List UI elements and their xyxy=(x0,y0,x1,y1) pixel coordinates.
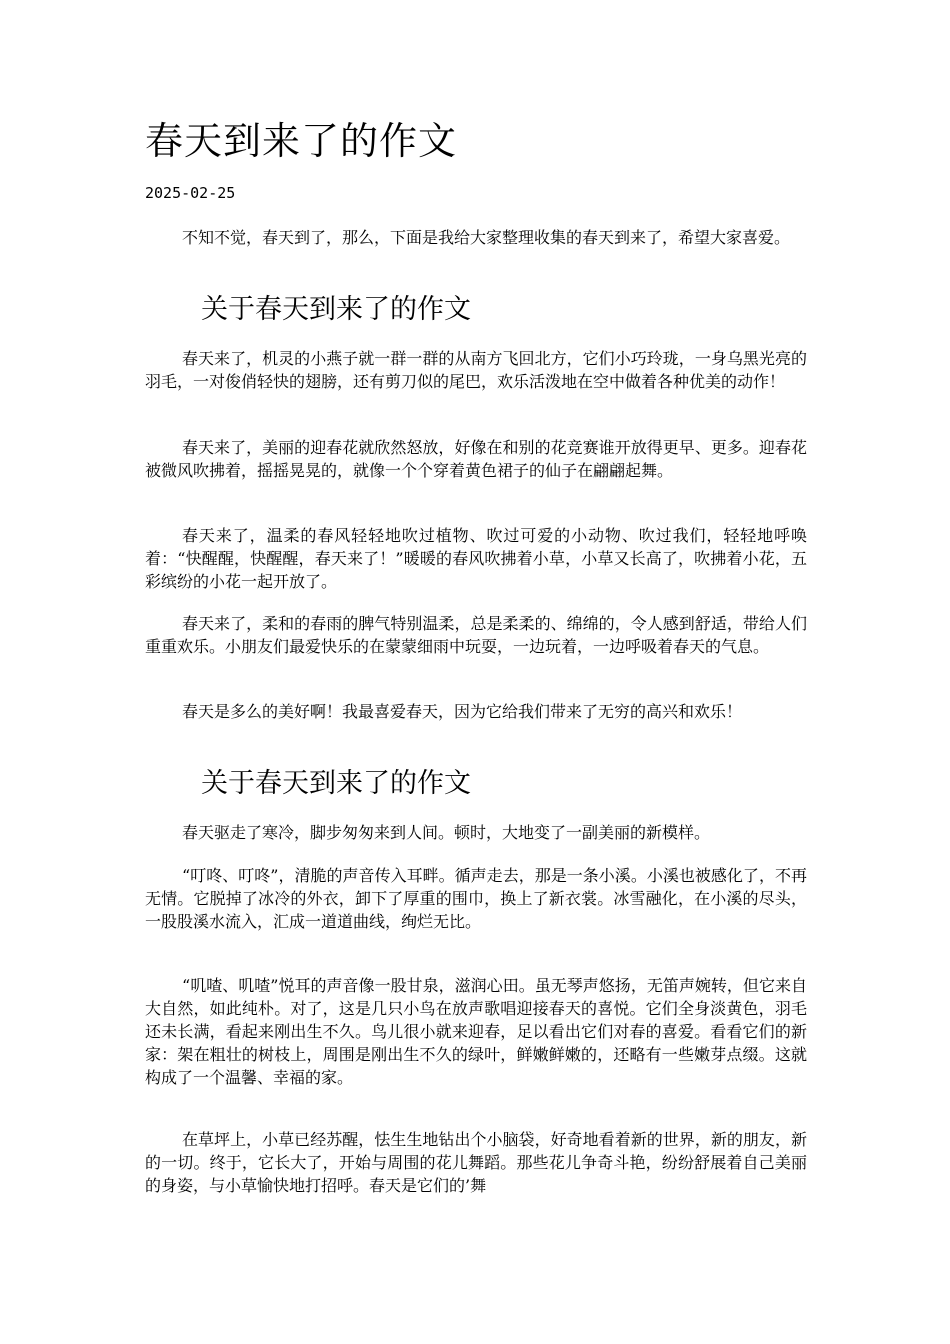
page-title: 春天到来了的作文 xyxy=(145,119,458,163)
section-1-paragraph-3: 春天来了，温柔的春风轻轻地吹过植物、吹过可爱的小动物、吹过我们，轻轻地呼唤着：“快醒醒，快醒醒，春天来了！”暖暖的春风吹拂着小草，小草又长高了，吹拂着小花，五彩缤纷的小花一起开放了。 xyxy=(145,526,807,591)
section-1-paragraph-1: 春天来了，机灵的小燕子就一群一群的从南方飞回北方，它们小巧玲珑，一身乌黑光亮的羽毛，一对俊俏轻快的翅膀，还有剪刀似的尾巴，欢乐活泼地在空中做着各种优美的动作！ xyxy=(145,349,807,391)
section-2-paragraph-4: 在草坪上，小草已经苏醒，怯生生地钻出个小脑袋，好奇地看着新的世界，新的朋友，新的一切。终于，它长大了，开始与周围的花儿舞蹈。那些花儿争奇斗艳，纷纷舒展着自己美丽的身姿，与小草愉快地打招呼。春天是它们的’舞 xyxy=(145,1130,807,1195)
section-1-paragraph-2: 春天来了，美丽的迎春花就欣然怒放，好像在和别的花竞赛谁开放得更早、更多。迎春花被微风吹拂着，摇摇晃晃的，就像一个个穿着黄色裙子的仙子在翩翩起舞。 xyxy=(145,438,807,480)
section-2-paragraph-3: “叽喳、叽喳”悦耳的声音像一股甘泉，滋润心田。虽无琴声悠扬，无笛声婉转，但它来自大自然，如此纯朴。对了，这是几只小鸟在放声歌唱迎接春天的喜悦。它们全身淡黄色，羽毛还未长满，看起来刚出生不久。鸟儿很小就来迎春，足以看出它们对春的喜爱。看看它们的新家：架在粗壮的树枝上，周围是刚出生不久的绿叶，鲜嫩鲜嫩的，还略有一些嫩芽点缀。这就构成了一个温馨、幸福的家。 xyxy=(145,976,807,1087)
section-1-paragraph-4: 春天来了，柔和的春雨的脾气特别温柔，总是柔柔的、绵绵的，令人感到舒适，带给人们重重欢乐。小朋友们最爱快乐的在蒙蒙细雨中玩耍，一边玩着，一边呼吸着春天的气息。 xyxy=(145,614,807,656)
publish-date: 2025-02-25 xyxy=(145,184,236,202)
section-2-paragraph-2: “叮咚、叮咚”，清脆的声音传入耳畔。循声走去，那是一条小溪。小溪也被感化了，不再无情。它脱掉了冰冷的外衣，卸下了厚重的围巾，换上了新衣裳。冰雪融化，在小溪的尽头，一股股溪水流入，汇成一道道曲线，绚烂无比。 xyxy=(145,866,807,931)
intro-paragraph: 不知不觉，春天到了，那么，下面是我给大家整理收集的春天到来了，希望大家喜爱。 xyxy=(182,228,791,247)
section-heading-2: 关于春天到来了的作文 xyxy=(201,768,471,799)
section-2-paragraph-1: 春天驱走了寒冷，脚步匆匆来到人间。顿时，大地变了一副美丽的新模样。 xyxy=(182,823,711,842)
section-heading-1: 关于春天到来了的作文 xyxy=(201,294,471,325)
section-1-paragraph-5: 春天是多么的美好啊！我最喜爱春天，因为它给我们带来了无穷的高兴和欢乐！ xyxy=(182,702,743,721)
